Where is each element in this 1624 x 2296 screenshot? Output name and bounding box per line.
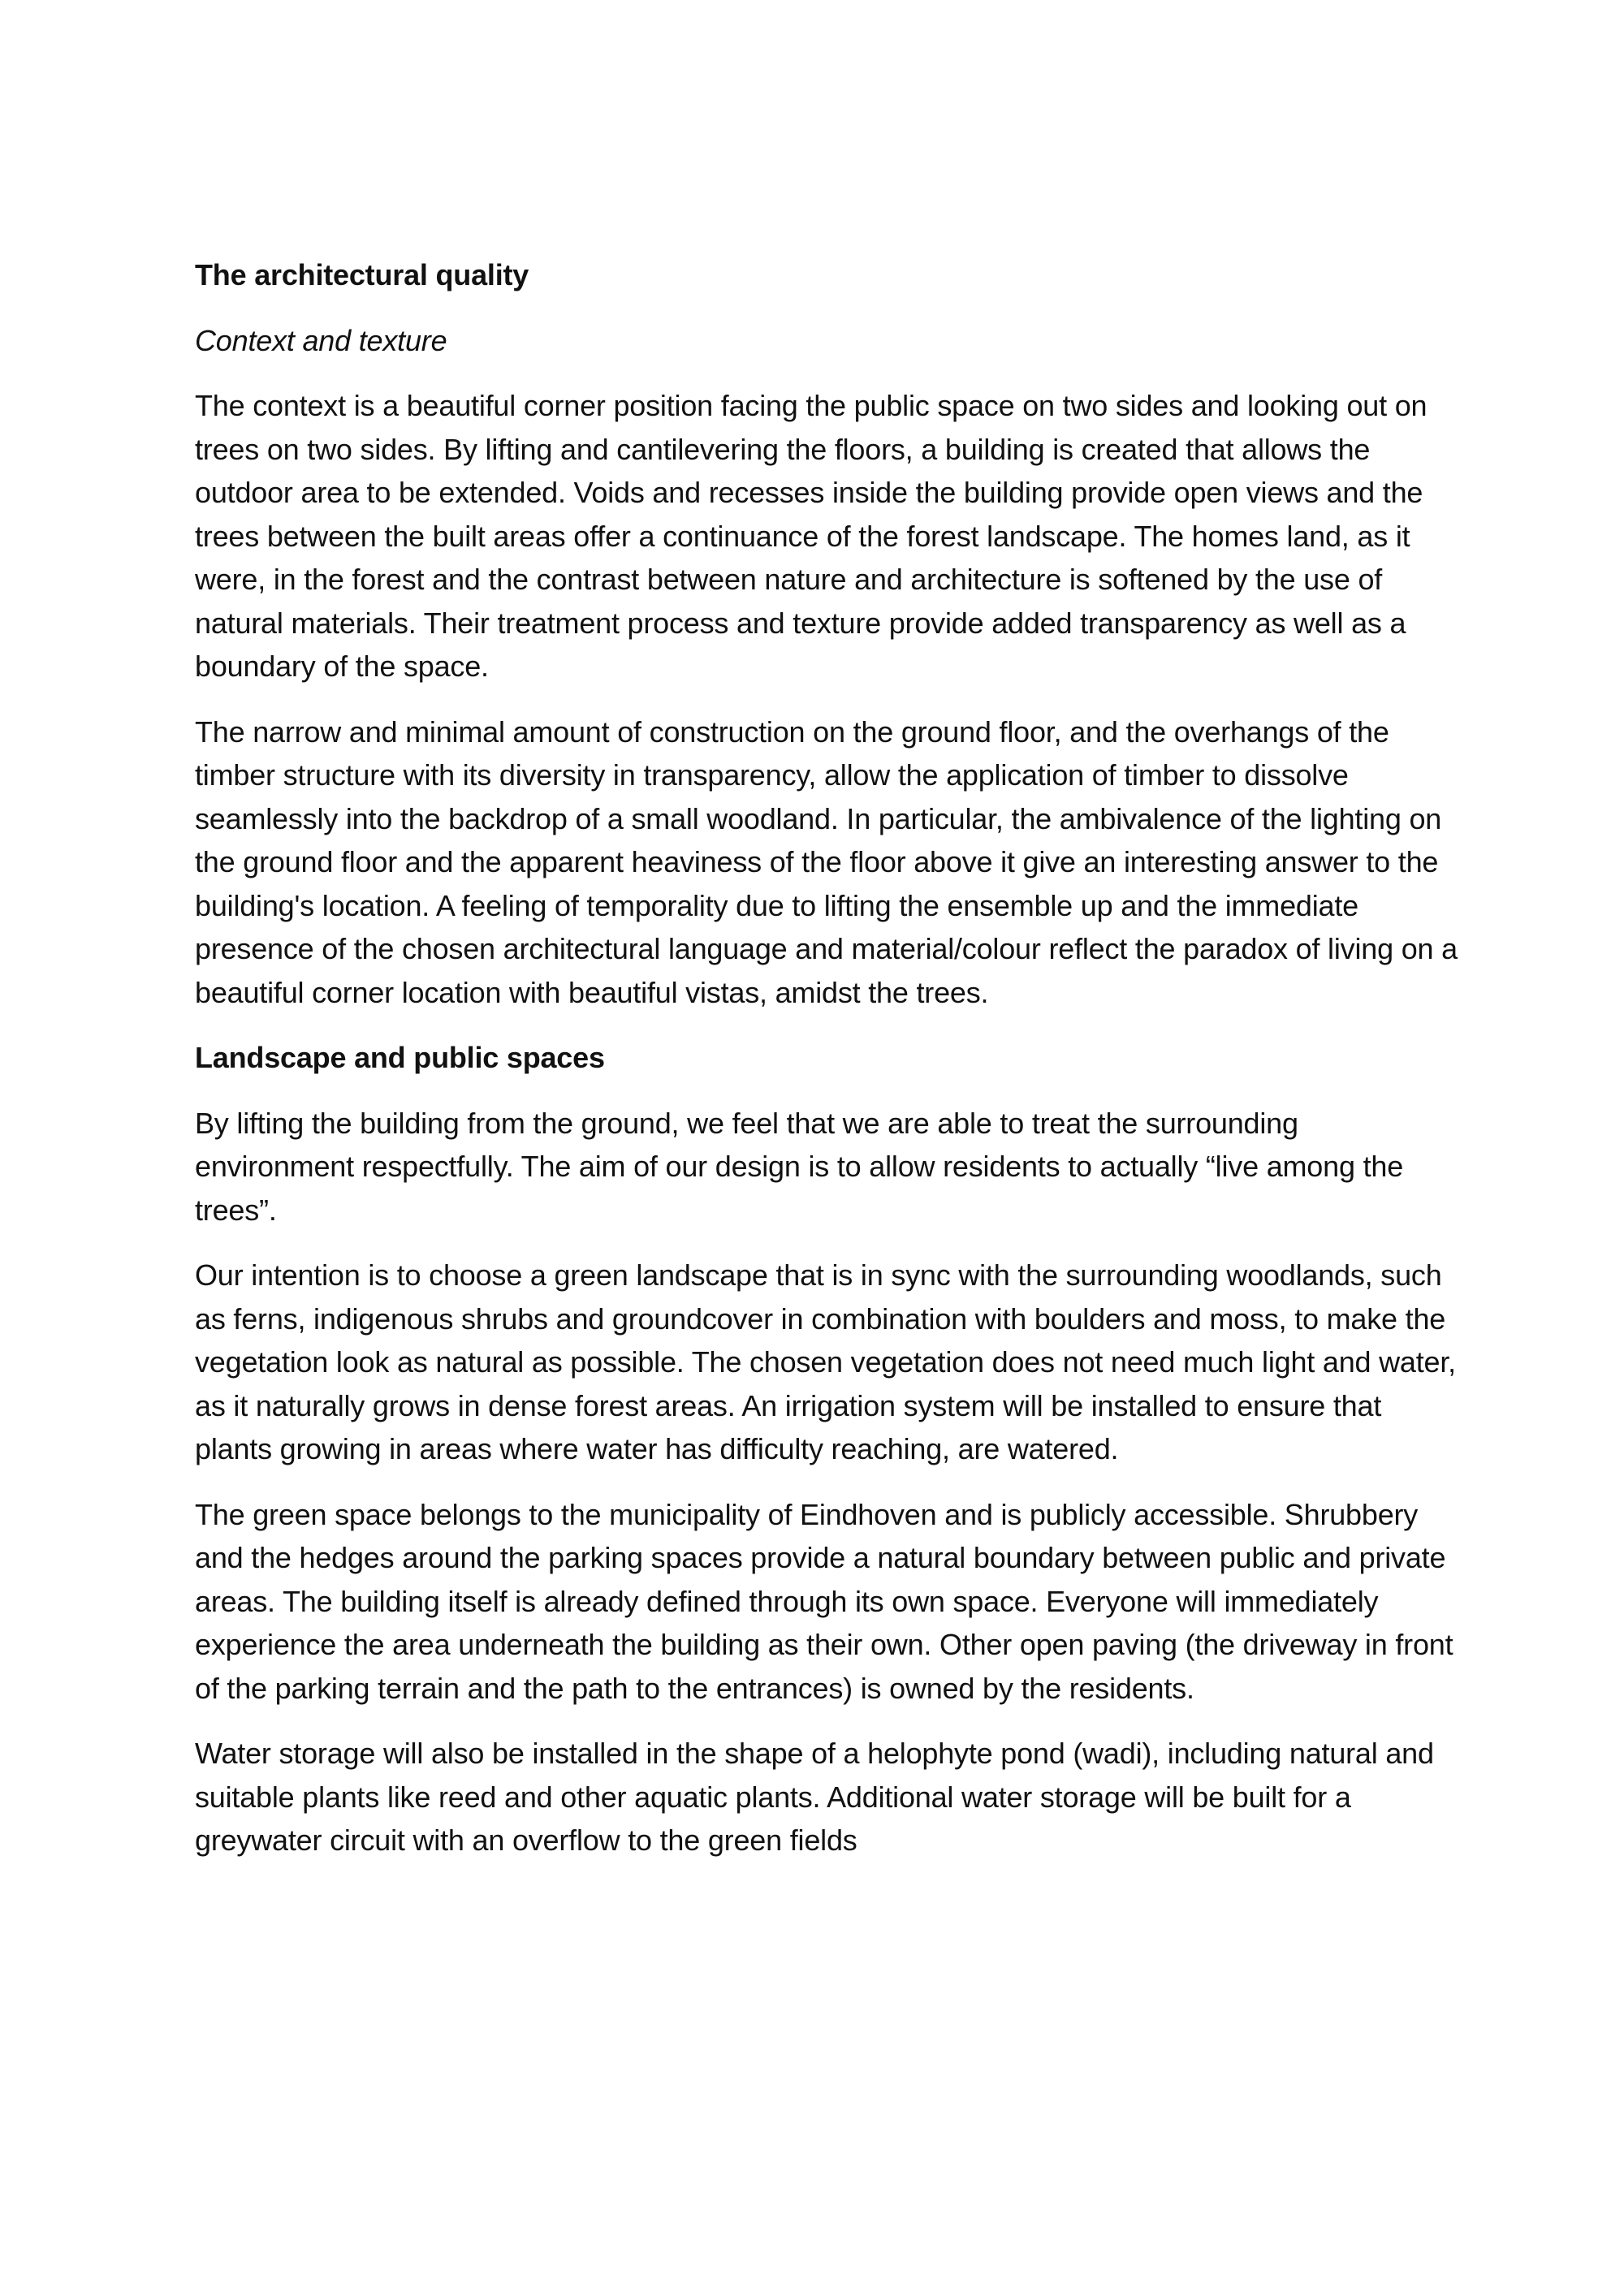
- paragraph: The green space belongs to the municipality of Eindhoven and is publicly accessible. Shrubbery and the hedges around the parking spaces provide a natural boundary between public and private areas. The building itself is already defined through its own space. Everyone will immediately experience the area underneath the building as their own. Other open paving (the driveway in front of the parking terrain and the path to the entrances) is owned by the residents.: [195, 1497, 1453, 1705]
- paragraph: Our intention is to choose a green landscape that is in sync with the surrounding woodlands, such as ferns, indigenous shrubs and groundcover in combination with boulders and moss, to make the vegetation look as natural as possible. The chosen vegetation does not need much light and water, as it naturally grows in dense forest areas. An irrigation system will be installed to ensure that plants growing in areas where water has difficulty reaching, are watered.: [195, 1258, 1456, 1465]
- paragraph: By lifting the building from the ground, we feel that we are able to treat the surrounding environment respectfully. The aim of our design is to allow residents to actually “live among the trees”.: [195, 1106, 1404, 1227]
- document-body: [195, 253, 1458, 1884]
- section-title: The architectural quality: [195, 258, 529, 291]
- section-subtitle: Context and texture: [195, 323, 447, 357]
- paragraph: The context is a beautiful corner position facing the public space on two sides and looking out on trees on two sides. By lifting and cantilevering the floors, a building is created that allows the outdoor area to be extended. Voids and recesses inside the building provide open views and the trees between the built areas offer a continuance of the forest landscape. The homes land, as it were, in the forest and the contrast between nature and architecture is softened by the use of natural materials. Their treatment process and texture provide added transparency as well as a boundary of the space.: [195, 389, 1427, 683]
- paragraph: The narrow and minimal amount of construction on the ground floor, and the overhangs of the timber structure with its diversity in transparency, allow the application of timber to dissolve seamlessly into the backdrop of a small woodland. In particular, the ambivalence of the lighting on the ground floor and the apparent heaviness of the floor above it give an interesting answer to the building's location. A feeling of temporality due to lifting the ensemble up and the immediate presence of the chosen architectural language and material/colour reflect the paradox of living on a beautiful corner location with beautiful vistas, amidst the trees.: [195, 714, 1458, 1009]
- paragraph: Water storage will also be installed in the shape of a helophyte pond (wadi), including natural and suitable plants like reed and other aquatic plants. Additional water storage will be built for a greywater circuit with an overflow to the green fields: [195, 1737, 1434, 1857]
- section-heading: Landscape and public spaces: [195, 1041, 605, 1074]
